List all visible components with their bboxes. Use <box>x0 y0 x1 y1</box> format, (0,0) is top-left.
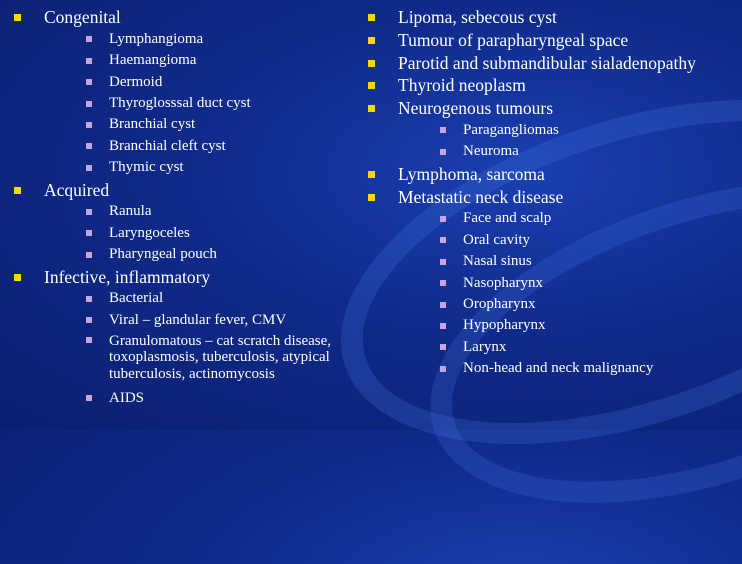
category-item <box>14 6 354 179</box>
sub-item: Ranula <box>44 201 354 222</box>
sub-item: Lymphangioma <box>44 29 354 50</box>
category-label: Parotid and submandibular sialadenopathy <box>398 52 696 73</box>
sub-item: Oropharynx <box>398 294 738 315</box>
right-list <box>368 6 738 380</box>
left-column <box>14 6 354 409</box>
category-label: Thyroid neoplasm <box>398 75 526 96</box>
sub-item: Neuroma <box>398 141 738 162</box>
left-list <box>14 6 354 409</box>
category-item <box>368 97 738 163</box>
right-column <box>368 6 738 380</box>
category-label: Congenital <box>44 7 121 27</box>
category-label: Acquired <box>44 179 110 200</box>
sub-item: Branchial cyst <box>44 114 354 135</box>
category-item <box>368 186 738 380</box>
sub-item: Thyroglosssal duct cyst <box>44 93 354 114</box>
sub-item: Branchial cleft cyst <box>44 136 354 157</box>
category-item <box>368 74 738 97</box>
sub-list <box>44 201 354 265</box>
category-item <box>14 179 354 266</box>
sub-list <box>44 288 354 409</box>
sub-item: Hypopharynx <box>398 315 738 336</box>
category-item <box>368 52 738 75</box>
sub-item: AIDS <box>44 388 354 409</box>
category-label: Neurogenous tumours <box>398 98 554 119</box>
sub-item: Viral – glandular fever, CMV <box>44 310 354 331</box>
sub-item: Larynx <box>398 337 738 358</box>
sub-item: Laryngoceles <box>44 223 354 244</box>
category-label: Metastatic neck disease <box>398 186 564 207</box>
sub-item: Thymic cyst <box>44 157 354 178</box>
category-label: Lymphoma, sarcoma <box>398 163 545 184</box>
sub-item: Nasopharynx <box>398 273 738 294</box>
category-label: Tumour of parapharyngeal space <box>398 29 629 50</box>
sub-item: Non-head and neck malignancy <box>398 358 738 379</box>
sub-item: Paragangliomas <box>398 120 738 141</box>
category-item <box>368 6 738 29</box>
sub-item: Dermoid <box>44 72 354 93</box>
sub-item: Nasal sinus <box>398 251 738 272</box>
sub-list <box>398 208 738 379</box>
sub-item: Granulomatous – cat scratch disease, toxoplasmosis, tuberculosis, atypical tuberculosis, actinomycosis <box>44 331 354 388</box>
sub-list <box>398 120 738 163</box>
category-item <box>368 29 738 52</box>
sub-item: Bacterial <box>44 288 354 309</box>
category-label: Lipoma, sebecous cyst <box>398 7 557 27</box>
category-item <box>368 163 738 186</box>
sub-list <box>44 29 354 179</box>
sub-item: Oral cavity <box>398 230 738 251</box>
sub-item: Face and scalp <box>398 208 738 229</box>
sub-item: Pharyngeal pouch <box>44 244 354 265</box>
category-label: Infective, inflammatory <box>44 266 211 287</box>
category-item <box>14 266 354 410</box>
sub-item: Haemangioma <box>44 50 354 71</box>
